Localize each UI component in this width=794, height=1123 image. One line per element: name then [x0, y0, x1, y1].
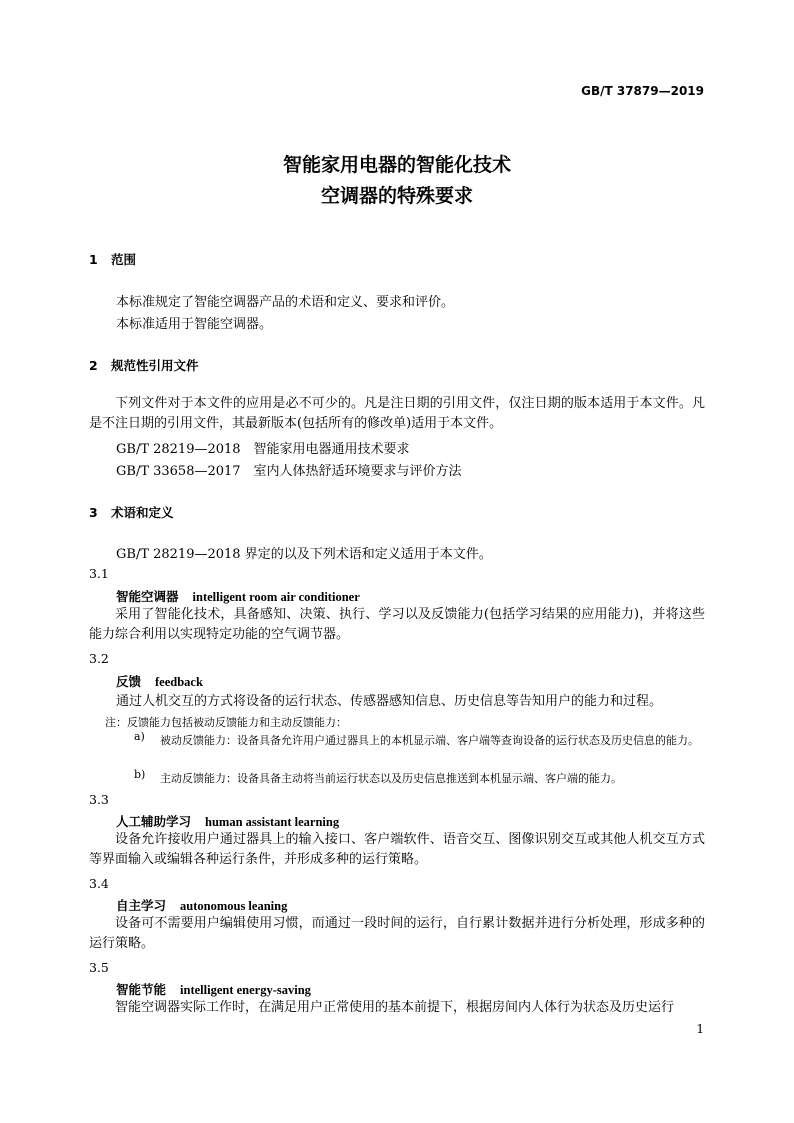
note: 注：反馈能力包括被动反馈能力和主动反馈能力： — [105, 716, 347, 729]
term-chinese: 智能节能 — [116, 982, 167, 997]
section-title: 术语和定义 — [111, 505, 174, 520]
term-chinese: 人工辅助学习 — [116, 814, 192, 829]
term-heading — [116, 672, 203, 690]
document-title-line1: 智能家用电器的智能化技术 — [282, 154, 511, 176]
list-marker: a) — [134, 730, 145, 743]
term-definition: 采用了智能化技术，具备感知、决策、执行、学习以及反馈能力(包括学习结果的应用能力)，并将这些能力综合利用以实现特定功能的空气调节器。 — [89, 607, 705, 642]
section-number: 3 — [89, 505, 98, 520]
paragraph: GB/T 28219—2018 界定的以及下列术语和定义适用于本文件。 — [116, 547, 492, 562]
term-heading — [116, 896, 287, 914]
term-definition: 设备允许接收用户通过器具上的输入接口、客户端软件、语音交互、图像识别交互或其他人机交互方式等界面输入或编辑各种运行条件，并形成多种的运行策略。 — [89, 832, 705, 867]
term-number: 3.2 — [89, 651, 109, 666]
term-english: feedback — [155, 675, 203, 689]
section-heading-scope — [89, 250, 136, 268]
term-number: 3.1 — [89, 566, 109, 581]
term-definition: 设备可不需要用户编辑使用习惯，而通过一段时间的运行，自行累计数据并进行分析处理，形成多种的运行策略。 — [89, 916, 705, 951]
term-number: 3.5 — [89, 960, 109, 975]
page-number: 1 — [696, 1022, 704, 1036]
list-item — [134, 768, 706, 789]
term-english: autonomous leaning — [180, 899, 288, 913]
list-item — [134, 730, 706, 751]
term-english: human assistant learning — [205, 815, 340, 829]
term-english: intelligent room air conditioner — [192, 590, 360, 604]
list-item-text: 被动反馈能力：设备具备允许用户通过器具上的本机显示端、客户端等查询设备的运行状态及历史信息的能力。 — [160, 734, 699, 747]
term-heading — [116, 812, 339, 830]
section-number: 1 — [89, 252, 98, 267]
list-marker: b) — [134, 768, 146, 781]
paragraph: 本标准适用于智能空调器。 — [116, 317, 273, 332]
section-heading-normative-references — [89, 356, 199, 374]
paragraph: 下列文件对于本文件的应用是必不可少的。凡是注日期的引用文件，仅注日期的版本适用于本文件。凡是不注日期的引用文件，其最新版本(包括所有的修改单)适用于本文件。 — [89, 396, 705, 431]
term-number: 3.4 — [89, 876, 109, 891]
section-title: 规范性引用文件 — [111, 358, 199, 373]
term-number: 3.3 — [89, 792, 109, 807]
term-definition: 通过人机交互的方式将设备的运行状态、传感器感知信息、历史信息等告知用户的能力和过程。 — [116, 694, 663, 709]
section-number: 2 — [89, 358, 98, 373]
term-heading — [116, 587, 360, 605]
list-item-text: 主动反馈能力：设备具备主动将当前运行状态以及历史信息推送到本机显示端、客户端的能力。 — [160, 772, 622, 785]
standard-number: GB/T 37879—2019 — [581, 84, 704, 98]
term-chinese: 反馈 — [116, 674, 142, 689]
paragraph: 本标准规定了智能空调器产品的术语和定义、要求和评价。 — [116, 295, 455, 310]
document-title-line2: 空调器的特殊要求 — [320, 185, 473, 207]
term-heading — [116, 980, 311, 998]
section-title: 范围 — [111, 252, 137, 267]
section-heading-terms-definitions — [89, 503, 174, 521]
term-chinese: 自主学习 — [116, 898, 167, 913]
reference-item: GB/T 33658—2017 室内人体热舒适环境要求与评价方法 — [116, 464, 462, 479]
term-definition: 智能空调器实际工作时，在满足用户正常使用的基本前提下，根据房间内人体行为状态及历史运行 — [115, 1000, 675, 1015]
reference-item: GB/T 28219—2018 智能家用电器通用技术要求 — [116, 442, 410, 457]
term-chinese: 智能空调器 — [116, 589, 179, 604]
term-english: intelligent energy-saving — [180, 983, 311, 997]
